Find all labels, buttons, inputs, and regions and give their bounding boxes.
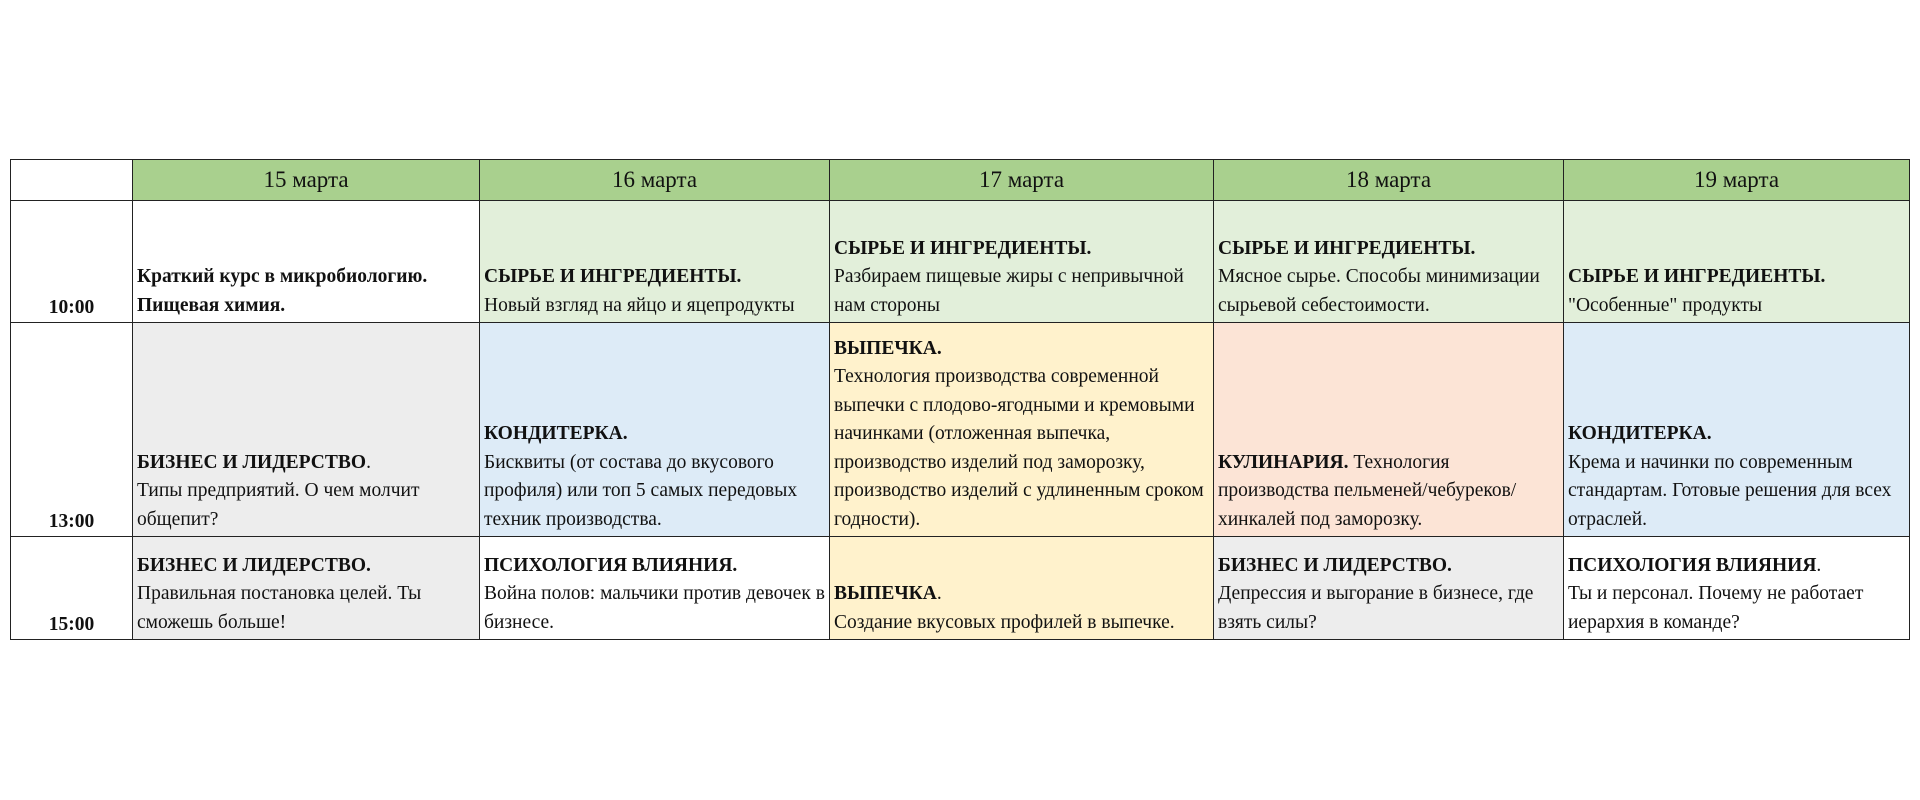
time-label: 10:00 [11, 201, 133, 323]
session-category: ВЫПЕЧКА. [834, 337, 942, 359]
time-label: 15:00 [11, 537, 133, 640]
session-description: Создание вкусовых профилей в выпечке. [834, 611, 1175, 633]
session-category: ВЫПЕЧКА [834, 583, 937, 604]
session-category: Краткий курс в микробиологию. Пищевая химия. [137, 266, 428, 316]
session-category: КОНДИТЕРКА. [1568, 423, 1712, 444]
session-description: "Особенные" продукты [1568, 294, 1763, 316]
session-cell [1564, 537, 1910, 640]
session-description: Ты и персонал. Почему не работает иерархия в команде? [1568, 583, 1864, 633]
header-row [11, 160, 1910, 201]
session-cell [830, 323, 1214, 537]
session-description: Депрессия и выгорание в бизнесе, где взять силы? [1218, 583, 1534, 633]
session-cell [830, 537, 1214, 640]
session-cell [1564, 201, 1910, 323]
session-description: Мясное сырье. Способы минимизации сырьевой себестоимости. [1218, 266, 1540, 316]
schedule-row-1000 [11, 201, 1910, 323]
session-category: СЫРЬЕ И ИНГРЕДИЕНТЫ. [834, 237, 1092, 259]
session-category: КОНДИТЕРКА. [484, 423, 628, 444]
session-description: Разбираем пищевые жиры с непривычной нам стороны [834, 266, 1184, 316]
session-category: СЫРЬЕ И ИНГРЕДИЕНТЫ. [1568, 266, 1826, 287]
session-description: Новый взгляд на яйцо и яцепродукты [484, 294, 795, 316]
session-cell [1214, 537, 1564, 640]
session-cell [480, 201, 830, 323]
date-header-5: 19 марта [1564, 160, 1910, 201]
session-category-suffix: . [1816, 554, 1822, 576]
session-category: ПСИХОЛОГИЯ ВЛИЯНИЯ. [484, 554, 738, 576]
session-category: СЫРЬЕ И ИНГРЕДИЕНТЫ. [1218, 237, 1476, 259]
session-cell [480, 537, 830, 640]
session-cell [133, 201, 480, 323]
date-header-2: 16 марта [480, 160, 830, 201]
session-description: Война полов: мальчики против девочек в бизнесе. [484, 583, 825, 633]
session-category: БИЗНЕС И ЛИДЕРСТВО [137, 451, 367, 473]
session-description: Бисквиты (от состава до вкусового профиля) или топ 5 самых передовых техник производства. [484, 451, 798, 530]
schedule-row-1300 [11, 323, 1910, 537]
date-header-1: 15 марта [133, 160, 480, 201]
session-cell [830, 201, 1214, 323]
session-description: Технология производства современной выпечки с плодово-ягодными и кремовыми начинками (отложенная выпечка, производство изделий под заморозку, производство изделий с удлиненным сроком годности). [834, 366, 1204, 530]
session-category: БИЗНЕС И ЛИДЕРСТВО. [1218, 554, 1452, 576]
session-cell [133, 537, 480, 640]
session-category-suffix: . [366, 451, 371, 473]
time-label: 13:00 [11, 323, 133, 537]
session-cell [1214, 201, 1564, 323]
session-description: Правильная постановка целей. Ты сможешь больше! [137, 583, 422, 633]
session-category-suffix: . [936, 583, 942, 604]
session-cell [1564, 323, 1910, 537]
session-category-suffix: Технология производства пельменей/чебуреков/хинкалей под заморозку. [1218, 451, 1517, 530]
schedule-row-1500 [11, 537, 1910, 640]
date-header-3: 17 марта [830, 160, 1214, 201]
schedule-table [10, 159, 1910, 640]
session-category: БИЗНЕС И ЛИДЕРСТВО. [137, 554, 371, 576]
session-category: ПСИХОЛОГИЯ ВЛИЯНИЯ [1568, 554, 1817, 576]
corner-cell [11, 160, 133, 201]
session-description: Типы предприятий. О чем молчит общепит? [137, 480, 420, 530]
date-header-4: 18 марта [1214, 160, 1564, 201]
session-cell [133, 323, 480, 537]
session-description: Крема и начинки по современным стандартам. Готовые решения для всех отраслей. [1568, 451, 1892, 530]
session-category: СЫРЬЕ И ИНГРЕДИЕНТЫ. [484, 266, 742, 287]
session-cell [1214, 323, 1564, 537]
session-category: КУЛИНАРИЯ. [1218, 451, 1349, 473]
session-cell [480, 323, 830, 537]
